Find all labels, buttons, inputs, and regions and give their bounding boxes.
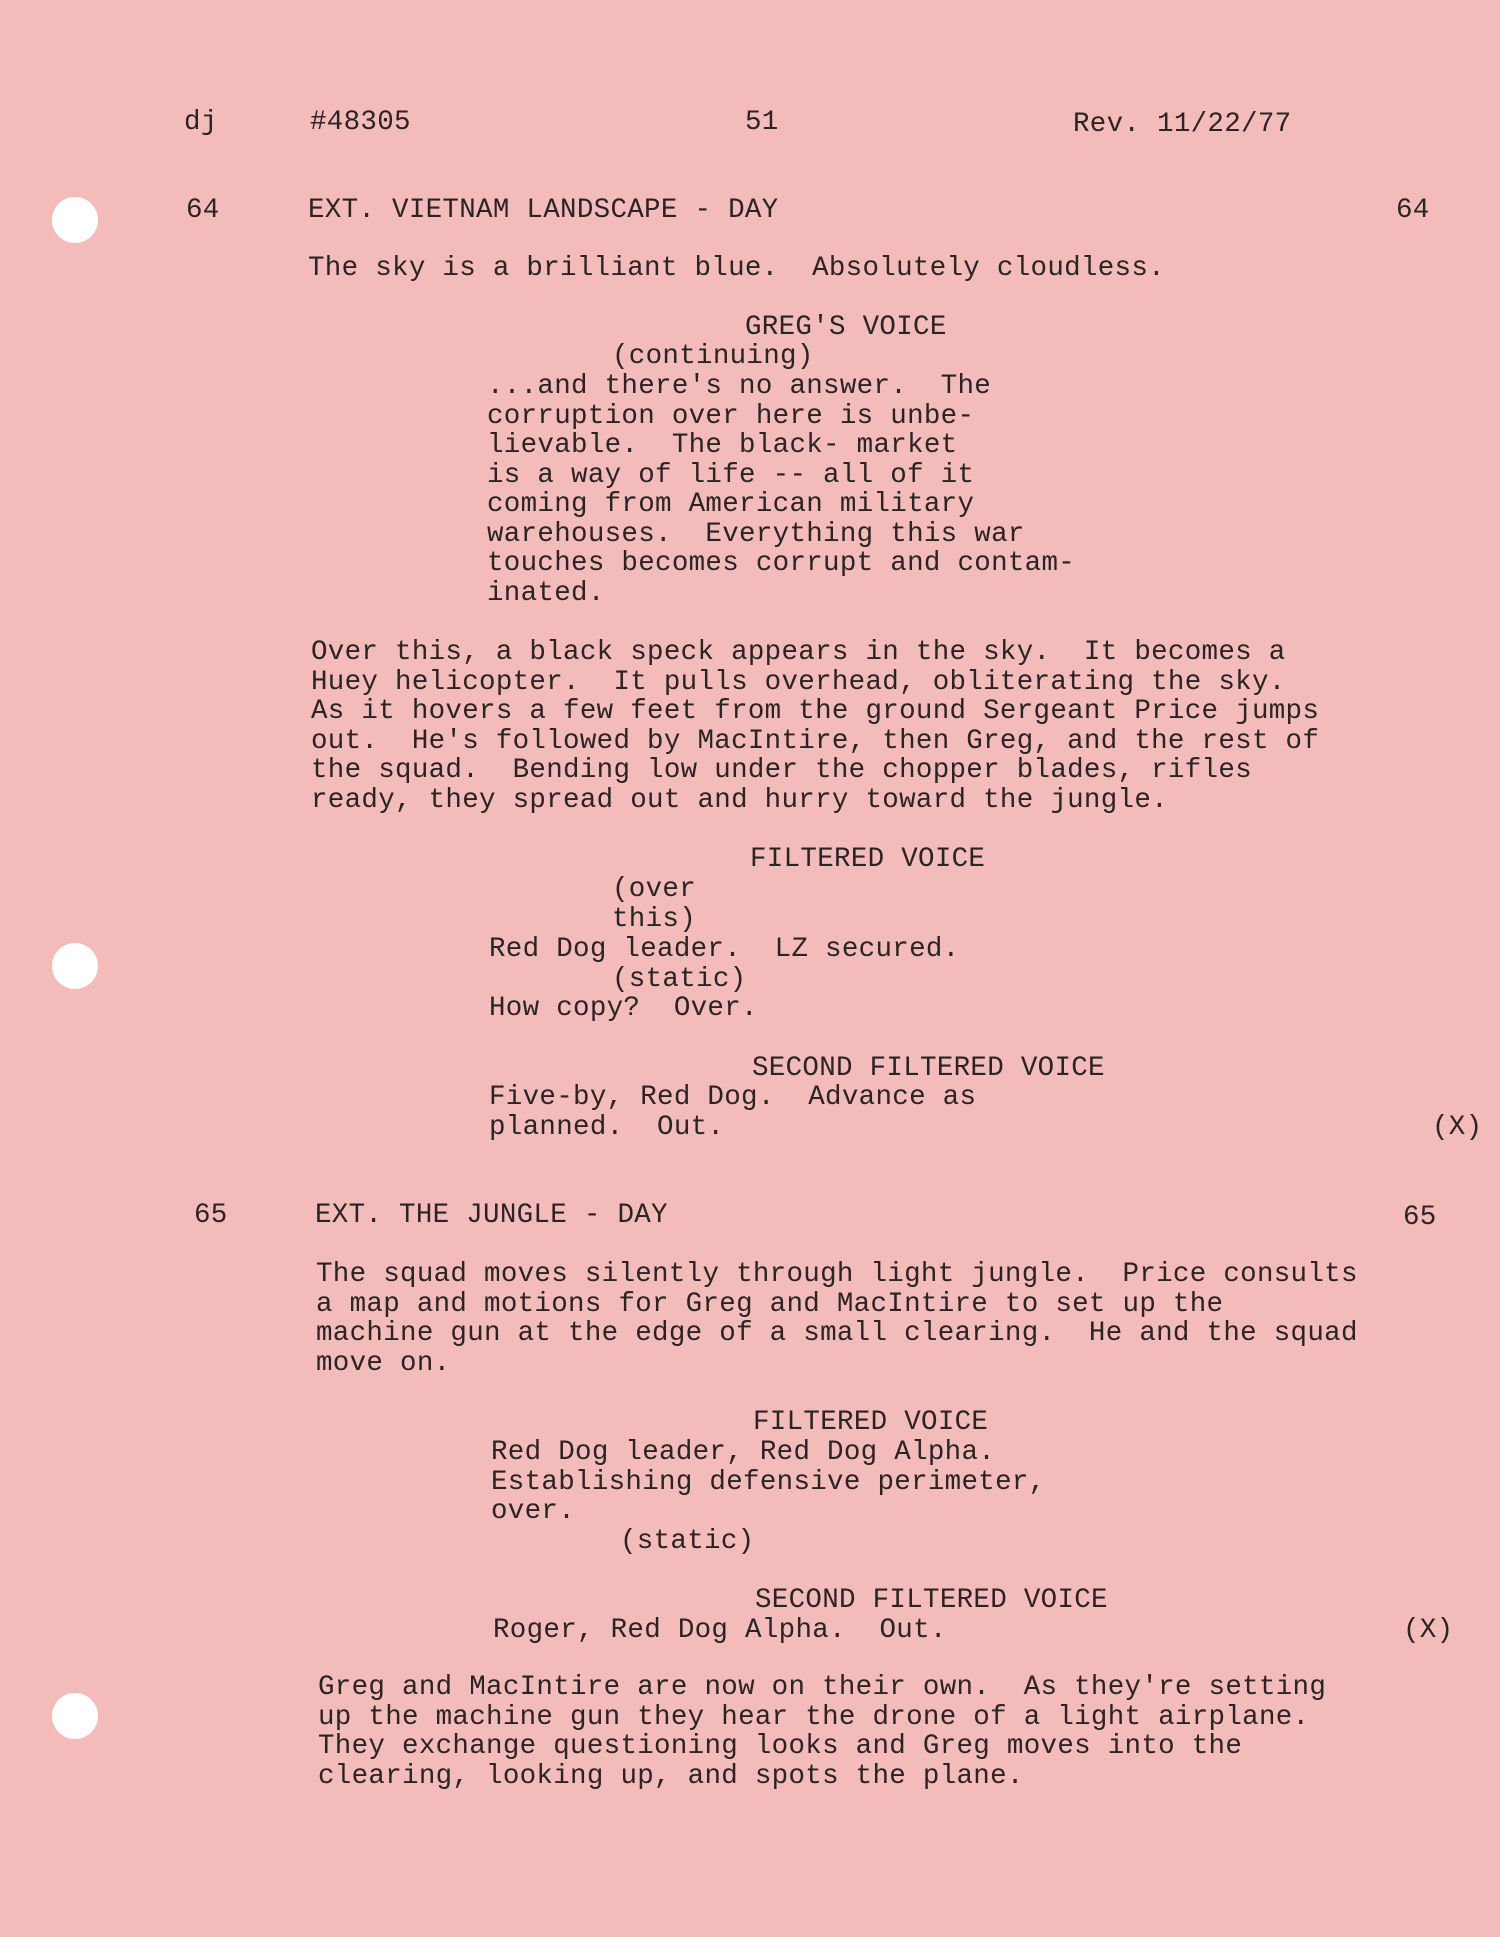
character-name: FILTERED VOICE (753, 1407, 989, 1438)
action-text: The sky is a brilliant blue. Absolutely cloudless. (308, 253, 1165, 284)
action-text: Greg and MacIntire are now on their own. As they're setting up the machine gun they hear the drone of a light airplane. They exchange questioning looks and Greg moves into the clearing, looking up, and spots the plane. (318, 1672, 1327, 1792)
header-script-number: #48305 (310, 107, 411, 138)
binder-hole-top (52, 197, 98, 243)
scene-heading: EXT. VIETNAM LANDSCAPE - DAY (308, 195, 779, 226)
header-revision-date: Rev. 11/22/77 (1073, 109, 1292, 140)
parenthetical: (continuing) (612, 341, 814, 372)
action-text: The squad moves silently through light jungle. Price consults a map and motions for Greg and MacIntire to set up the machine gun at the edge of a small clearing. He and the squad move on. (316, 1259, 1358, 1379)
header-initials: dj (184, 107, 218, 138)
character-name: FILTERED VOICE (750, 844, 986, 875)
action-text: Over this, a black speck appears in the sky. It becomes a Huey helicopter. It pulls overhead, obliterating the sky. As it hovers a few feet from the ground Sergeant Price jumps out. He's followed by MacIntire, then Greg, and the rest of the squad. Bending low under the chopper blades, rifles ready, they spread out and hurry toward the jungle. (311, 637, 1320, 816)
parenthetical: (over this) (612, 874, 697, 935)
scene-heading: EXT. THE JUNGLE - DAY (315, 1200, 668, 1231)
dialogue: ...and there's no answer. The corruption over here is unbe- lievable. The black- market is a way of life -- all of it coming from American military warehouses. Everything this war touches becomes corrupt and contam- inated. (487, 371, 1076, 609)
parenthetical: (static) (620, 1526, 755, 1557)
dialogue: How copy? Over. (489, 993, 758, 1024)
dialogue: Roger, Red Dog Alpha. Out. (493, 1615, 947, 1646)
scene-number-right: 65 (1403, 1202, 1437, 1233)
revision-mark: (X) (1432, 1112, 1483, 1143)
binder-hole-bottom (52, 1693, 98, 1739)
character-name: GREG'S VOICE (745, 312, 947, 343)
scene-number-left: 65 (194, 1200, 228, 1231)
character-name: SECOND FILTERED VOICE (752, 1053, 1105, 1084)
dialogue: Five-by, Red Dog. Advance as planned. Out. (489, 1082, 977, 1143)
header-page-number: 51 (745, 107, 779, 138)
scene-number-right: 64 (1396, 195, 1430, 226)
parenthetical: (static) (612, 964, 747, 995)
binder-hole-middle (52, 943, 98, 989)
dialogue: Red Dog leader, Red Dog Alpha. Establishing defensive perimeter, over. (491, 1437, 1046, 1527)
character-name: SECOND FILTERED VOICE (755, 1585, 1108, 1616)
revision-mark: (X) (1403, 1615, 1454, 1646)
scene-number-left: 64 (186, 195, 220, 226)
dialogue: Red Dog leader. LZ secured. (489, 934, 960, 965)
